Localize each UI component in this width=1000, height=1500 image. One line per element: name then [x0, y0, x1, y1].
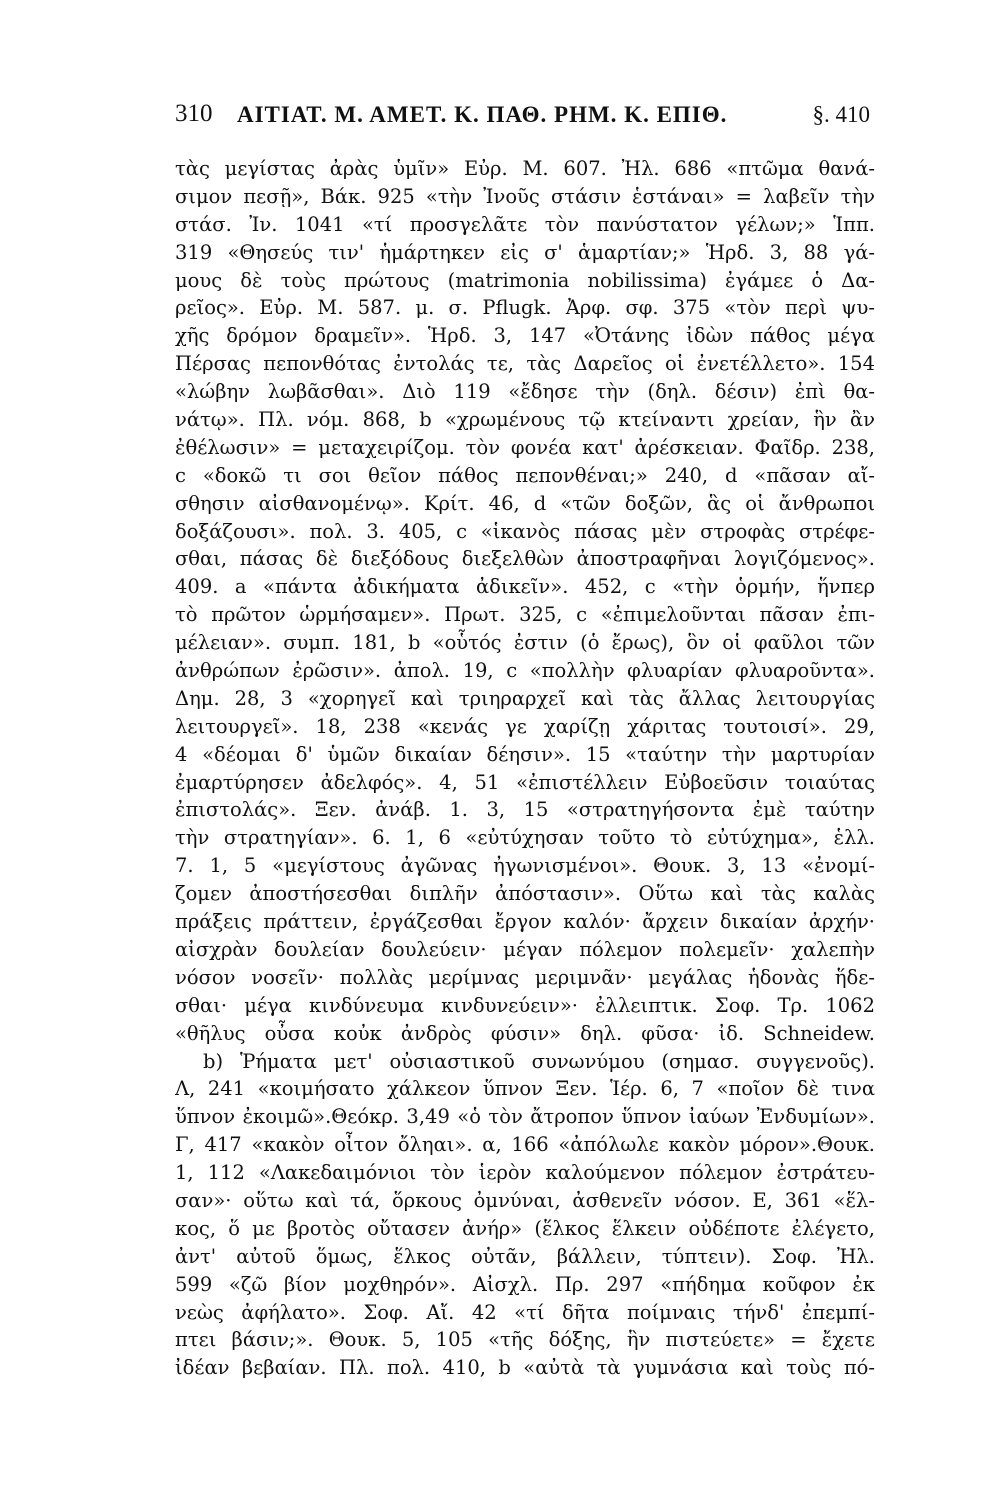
text-line: 409. a «πάντα ἀδικήματα ἀδικεῖν». 452, c «τὴν ὁρμήν, ἥνπερ [175, 575, 875, 599]
text-line: τὰς μεγίστας ἀρὰς ὑμῖν» Εὐρ. Μ. 607. Ἠλ. 686 «πτῶμα θανά- [175, 157, 875, 180]
running-title: ΑΙΤΙΑΤ. Μ. ΑΜΕΤ. Κ. ΠΑΘ. ΡΗΜ. Κ. ΕΠΙΘ. [237, 102, 728, 127]
text-line: ἐθέλωσιν» = μεταχειρίζομ. τὸν φονέα κατ' ἀρέσκειαν. Φαῖδρ. 238, [175, 435, 875, 459]
text-line: σθαι· μέγα κινδύνευμα κινδυνεύειν»· ἐλλειπτικ. Σοφ. Τρ. 1062 [175, 993, 875, 1017]
text-line: ἐπιστολάς». Ξεν. ἀνάβ. 1. 3, 15 «στρατηγήσοντα ἐμὲ ταύτην [175, 798, 875, 822]
text-line: 7. 1, 5 «μεγίστους ἀγῶνας ἠγωνισμένοι». Θουκ. 3, 13 «ἐνομί- [175, 854, 875, 878]
text-line: σθησιν αἰσθανομένῳ». Κρίτ. 46, d «τῶν δοξῶν, ἃς οἱ ἄνθρωποι [175, 491, 875, 515]
text-line: σαν»· οὕτω καὶ τά, ὅρκους ὀμνύναι, ἀσθενεῖν νόσον. Ε, 361 «ἕλ- [175, 1188, 875, 1212]
text-line: ἐμαρτύρησεν ἀδελφός». 4, 51 «ἐπιστέλλειν Εὐβοεῦσιν τοιαύτας [175, 770, 875, 794]
text-line: πράξεις πράττειν, ἐργάζεσθαι ἔργον καλόν· ἄρχειν δικαίαν ἀρχήν· [175, 910, 875, 934]
text-line: 1, 112 «Λακεδαιμόνιοι τὸν ἱερὸν καλούμενον πόλεμον ἐστράτευ- [175, 1161, 875, 1185]
text-line: νεὼς ἀφήλατο». Σοφ. Αἴ. 42 «τί δῆτα ποίμναις τήνδ' ἐπεμπί- [175, 1300, 875, 1324]
text-line: b) Ῥήματα μετ' οὐσιαστικοῦ συνωνύμου (σημασ. συγγενοῦς). [203, 1049, 875, 1073]
text-line: 319 «Θησεύς τιν' ἡμάρτηκεν εἰς σ' ἁμαρτίαν;» Ἡρδ. 3, 88 γά- [175, 240, 875, 264]
text-line: σιμον πεσῇ», Βάκ. 925 «τὴν Ἰνοῦς στάσιν ἑστάναι» = λαβεῖν τὴν [175, 184, 875, 208]
text-line: τὸ πρῶτον ὡρμήσαμεν». Πρωτ. 325, c «ἐπιμελοῦνται πᾶσαν ἐπι- [175, 603, 875, 627]
text-line: νόσον νοσεῖν· πολλὰς μερίμνας μεριμνᾶν· μεγάλας ἡδονὰς ἥδε- [175, 965, 875, 989]
text-line: ὕπνον ἐκοιμῶ».Θεόκρ. 3,49 «ὁ τὸν ἄτροπον ὕπνον ἰαύων Ἐνδυμίων». [175, 1105, 875, 1129]
text-line: «λώβην λωβᾶσθαι». Διὸ 119 «ἔδησε τὴν (δηλ. δέσιν) ἐπὶ θα- [175, 380, 875, 404]
text-line: τὴν στρατηγίαν». 6. 1, 6 «εὐτύχησαν τοῦτο τὸ εὐτύχημα», ἑλλ. [175, 826, 875, 850]
text-line: μέλειαν». συμπ. 181, b «οὗτός ἐστιν (ὁ ἔρως), ὃν οἱ φαῦλοι τῶν [175, 631, 875, 655]
page-number: 310 [175, 100, 213, 127]
text-line: Δημ. 28, 3 «χορηγεῖ καὶ τριηραρχεῖ καὶ τὰς ἄλλας λειτουργίας [175, 686, 875, 710]
text-line: ἰδέαν βεβαίαν. Πλ. πολ. 410, b «αὐτὰ τὰ γυμνάσια καὶ τοὺς πό- [175, 1356, 875, 1380]
text-line: ἀντ' αὐτοῦ ὅμως, ἕλκος οὐτᾶν, βάλλειν, τύπτειν). Σοφ. Ἠλ. [175, 1244, 875, 1268]
text-line: «θῆλυς οὖσα κοὐκ ἀνδρὸς φύσιν» δηλ. φῦσα· ἰδ. Schneidew. [175, 1021, 875, 1045]
text-line: στάσ. Ἰν. 1041 «τί προσγελᾶτε τὸν πανύστατον γέλων;» Ἱππ. [175, 212, 875, 236]
text-line: c «δοκῶ τι σοι θεῖον πάθος πεπονθέναι;» 240, d «πᾶσαν αἴ- [175, 463, 875, 487]
text-line: ζομεν ἀποστήσεσθαι διπλῆν ἀπόστασιν». Οὕτω καὶ τὰς καλὰς [175, 882, 875, 906]
text-line: Πέρσας πεπονθότας ἐντολάς τε, τὰς Δαρεῖος οἱ ἐνετέλλετο». 154 [175, 352, 875, 376]
body-text [175, 155, 875, 1382]
text-line: Γ, 417 «κακὸν οἶτον ὄληαι». α, 166 «ἀπόλωλε κακὸν μόρον».Θουκ. [175, 1133, 875, 1157]
text-line: νάτῳ». Πλ. νόμ. 868, b «χρωμένους τῷ κτείναντι χρείαν, ἣν ἂν [175, 408, 875, 432]
text-line: 599 «ζῶ βίον μοχθηρόν». Αἰσχλ. Πρ. 297 «πήδημα κοῦφον ἐκ [175, 1272, 875, 1296]
text-line: ρεῖος». Εὐρ. Μ. 587. μ. σ. Pflugk. Ἀρφ. σφ. 375 «τὸν περὶ ψυ- [175, 296, 875, 320]
running-header [175, 100, 870, 134]
text-line: 4 «δέομαι δ' ὑμῶν δικαίαν δέησιν». 15 «ταύτην τὴν μαρτυρίαν [175, 742, 875, 766]
text-line: μους δὲ τοὺς πρώτους (matrimonia nobilissima) ἐγάμεε ὁ Δα- [175, 268, 875, 292]
text-line: πτει βάσιν;». Θουκ. 5, 105 «τῆς δόξης, ἣν πιστεύετε» = ἔχετε [175, 1328, 875, 1352]
section-number: §. 410 [812, 102, 870, 127]
text-line: ἀνθρώπων ἐρῶσιν». ἀπολ. 19, c «πολλὴν φλυαρίαν φλυαροῦντα». [175, 659, 875, 683]
text-line: αἰσχρὰν δουλείαν δουλεύειν· μέγαν πόλεμον πολεμεῖν· χαλεπὴν [175, 937, 875, 961]
text-line: δοξάζουσι». πολ. 3. 405, c «ἱκανὸς πάσας μὲν στροφὰς στρέφε- [175, 519, 875, 543]
text-line: κος, ὅ με βροτὸς οὔτασεν ἀνήρ» (ἕλκος ἕλκειν οὐδέποτε ἐλέγετο, [175, 1216, 875, 1240]
text-line: Λ, 241 «κοιμήσατο χάλκεον ὕπνον Ξεν. Ἱέρ. 6, 7 «ποῖον δὲ τινα [175, 1077, 875, 1101]
text-line: χῆς δρόμον δραμεῖν». Ἡρδ. 3, 147 «Ὀτάνης ἰδὼν πάθος μέγα [175, 324, 875, 348]
text-line: σθαι, πάσας δὲ διεξόδους διεξελθὼν ἀποστραφῆναι λογιζόμενος». [175, 547, 875, 571]
text-line: λειτουργεῖ». 18, 238 «κενάς γε χαρίζῃ χάριτας τουτοισί». 29, [175, 714, 875, 738]
